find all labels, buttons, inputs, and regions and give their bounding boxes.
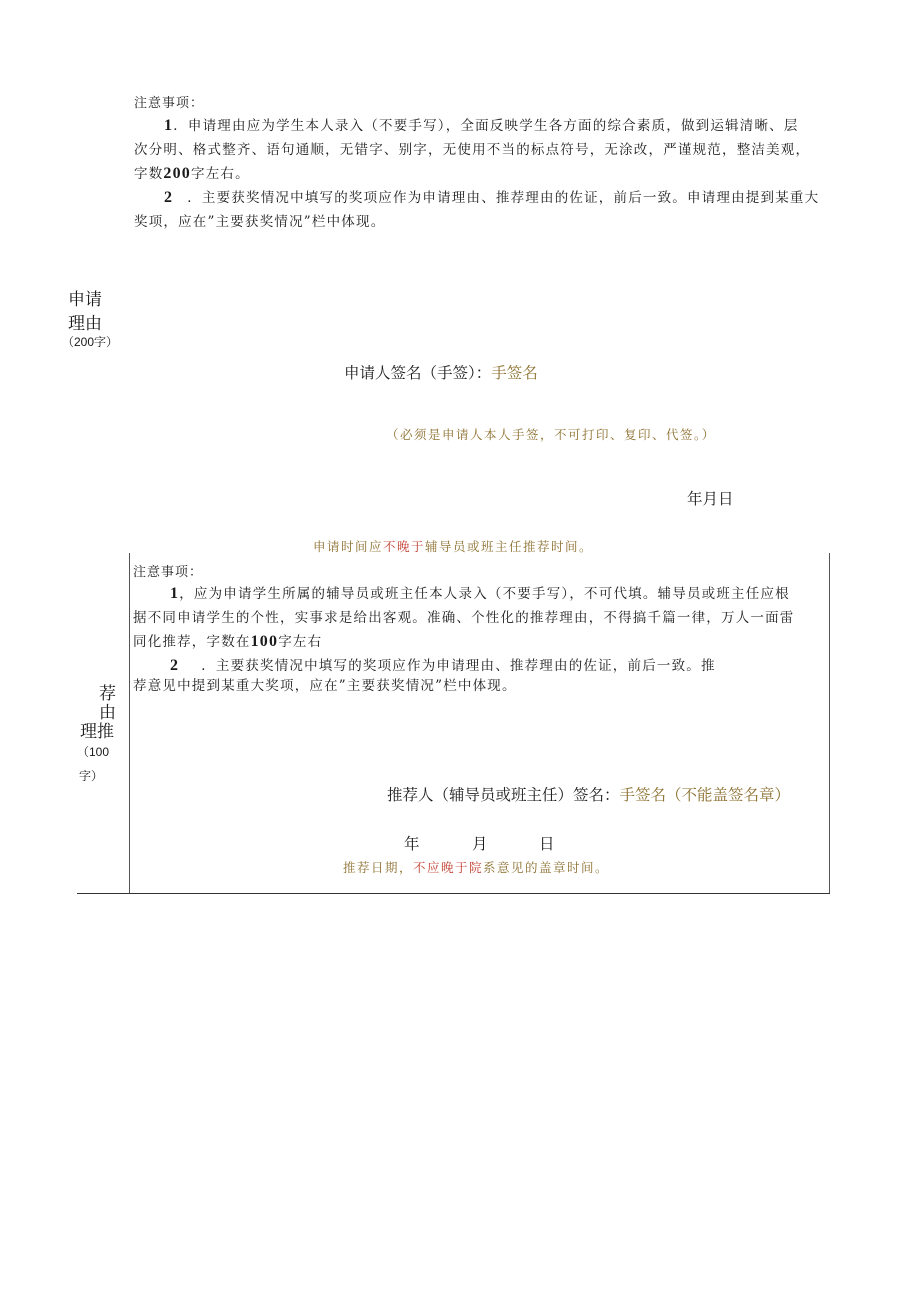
table-bottom-border [77, 893, 830, 894]
recommendation-label-count-b: 字） [79, 769, 104, 783]
recommendation-label-line2: 由 [99, 703, 116, 722]
recommendation-notice-item-1 [133, 582, 795, 654]
note-part: 辅导员或班主任推荐时间。 [425, 539, 594, 554]
recommendation-label-count-a: （100 [77, 745, 110, 759]
item-text: ．申请理由应为学生本人录入（不要手写），全面反映学生各方面的综合素质，做到运辑清晰、层 [173, 118, 799, 134]
item-number: 1 [170, 585, 180, 602]
item-number: 2 [164, 189, 174, 206]
application-date[interactable]: 年月日 [687, 491, 734, 508]
recommendation-notice-title: 注意事项： [133, 565, 204, 580]
applicant-signature [344, 361, 538, 383]
item-text: 据不同申请学生的个性，实事求是给出客观。准确、个性化的推荐理由，不得搞千篇一律，万人一面雷 [133, 610, 795, 626]
item-text: ．主要获奖情况中填写的奖项应作为申请理由、推荐理由的佐证，前后一致。申请理由提到某重大 [187, 190, 820, 206]
item-number: 2 [170, 657, 180, 674]
item-text: 字左右。 [191, 166, 250, 182]
item-text: 次分明、格式整齐、语句通顺，无错字、别字，无使用不当的标点符号，无涂改，严谨规范，整洁美观， [134, 142, 811, 158]
application-notice-item-2 [134, 186, 819, 234]
application-label-line1: 申请 [68, 290, 102, 309]
application-notice-title: 注意事项： [134, 96, 205, 111]
note-part: 推荐日期， [343, 860, 414, 875]
word-count: 200 [163, 165, 192, 182]
recommendation-label-line3: 理推 [80, 722, 114, 741]
application-label-count: （200字） [62, 335, 119, 349]
table-right-border [829, 553, 830, 894]
note-part-highlight: 不晚于 [383, 539, 426, 554]
application-label-line2: 理由 [68, 314, 102, 333]
signature-label: 申请人签名（手签）： [344, 365, 492, 382]
note-part: 申请时间应 [313, 539, 384, 554]
signature-value[interactable]: 手签名（不能盖签名章） [619, 787, 791, 804]
item-text: ．主要获奖情况中填写的奖项应作为申请理由、推荐理由的佐证，前后一致。推 [201, 658, 716, 674]
signature-note: （必须是申请人本人手签，不可打印、复印、代签。） [386, 427, 716, 442]
signature-value[interactable]: 手签名 [491, 365, 538, 382]
recommendation-date-day[interactable]: 日 [539, 836, 555, 853]
item-text: 字左右 [278, 634, 323, 650]
word-count: 100 [250, 633, 279, 650]
recommendation-date-note [343, 858, 609, 876]
recommendation-label-line1: 荐 [99, 684, 116, 703]
signature-label: 推荐人（辅导员或班主任）签名： [387, 787, 620, 804]
application-notice-item-1 [134, 114, 810, 186]
item-text: 荐意见中提到某重大奖项，应在”主要获奖情况”栏中体现。 [133, 678, 517, 694]
recommendation-notice-item-2 [133, 656, 716, 696]
recommender-signature [387, 783, 790, 805]
item-number: 1 [164, 117, 174, 134]
recommendation-date-month[interactable]: 月 [472, 836, 488, 853]
table-divider [129, 553, 130, 894]
application-time-note [313, 537, 593, 555]
item-text: ，应为申请学生所属的辅导员或班主任本人录入（不要手写），不可代填。辅导员或班主任应根 [179, 586, 790, 602]
note-part-highlight: 不应晚于院 [413, 860, 484, 875]
item-text: 字数 [134, 166, 164, 182]
item-text: 同化推荐，字数在 [133, 634, 251, 650]
recommendation-date-year[interactable]: 年 [404, 836, 420, 853]
item-text: 奖项，应在”主要获奖情况”栏中体现。 [134, 214, 386, 230]
note-part: 系意见的盖章时间。 [483, 860, 610, 875]
